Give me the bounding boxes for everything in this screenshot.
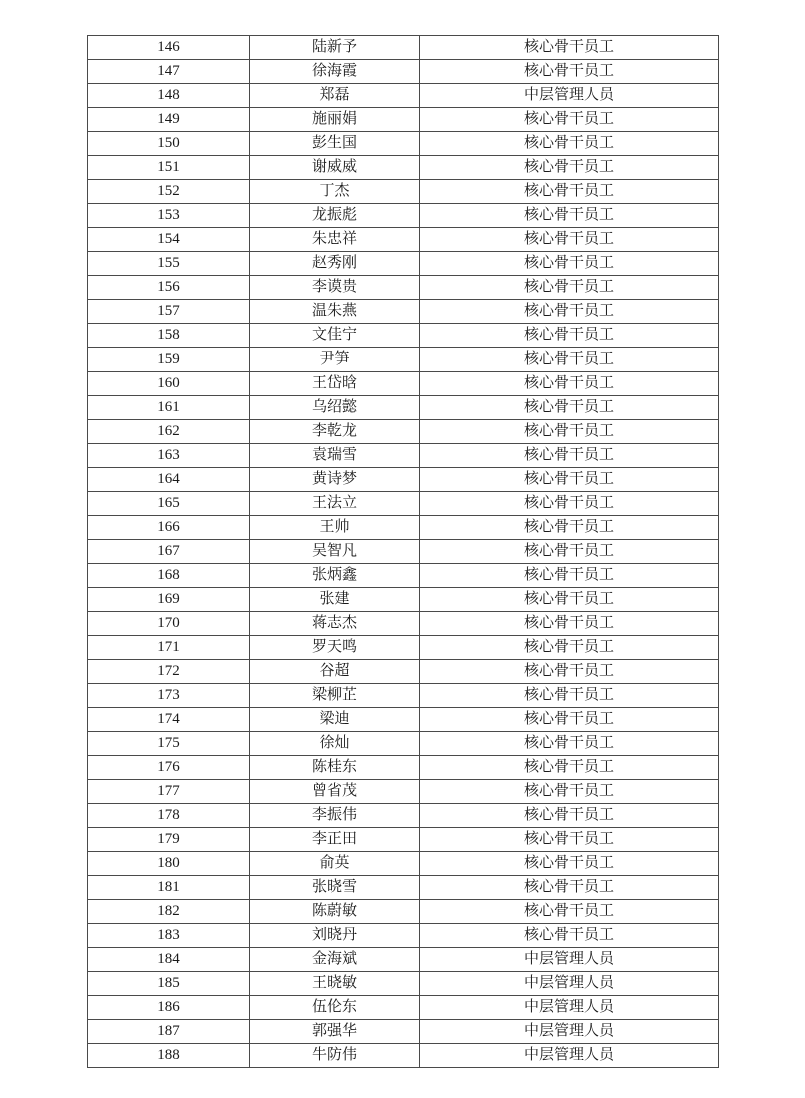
category-cell: 中层管理人员 <box>420 1020 719 1044</box>
row-number-cell: 157 <box>88 300 250 324</box>
row-number-cell: 166 <box>88 516 250 540</box>
category-cell: 核心骨干员工 <box>420 300 719 324</box>
row-number-cell: 155 <box>88 252 250 276</box>
row-number-cell: 185 <box>88 972 250 996</box>
table-row <box>88 276 719 300</box>
table-row <box>88 84 719 108</box>
name-cell: 梁迪 <box>250 708 420 732</box>
row-number-cell: 176 <box>88 756 250 780</box>
category-cell: 核心骨干员工 <box>420 156 719 180</box>
category-cell: 核心骨干员工 <box>420 492 719 516</box>
row-number-cell: 146 <box>88 36 250 60</box>
row-number-cell: 175 <box>88 732 250 756</box>
row-number-cell: 172 <box>88 660 250 684</box>
table-row <box>88 300 719 324</box>
category-cell: 核心骨干员工 <box>420 468 719 492</box>
table-row <box>88 732 719 756</box>
name-cell: 徐海霞 <box>250 60 420 84</box>
name-cell: 施丽娟 <box>250 108 420 132</box>
row-number-cell: 180 <box>88 852 250 876</box>
name-cell: 黄诗梦 <box>250 468 420 492</box>
table-row <box>88 684 719 708</box>
row-number-cell: 162 <box>88 420 250 444</box>
row-number-cell: 173 <box>88 684 250 708</box>
name-cell: 徐灿 <box>250 732 420 756</box>
row-number-cell: 184 <box>88 948 250 972</box>
category-cell: 核心骨干员工 <box>420 420 719 444</box>
name-cell: 文佳宁 <box>250 324 420 348</box>
category-cell: 核心骨干员工 <box>420 900 719 924</box>
table-row <box>88 228 719 252</box>
name-cell: 尹笋 <box>250 348 420 372</box>
category-cell: 中层管理人员 <box>420 996 719 1020</box>
category-cell: 核心骨干员工 <box>420 660 719 684</box>
table-row <box>88 108 719 132</box>
category-cell: 核心骨干员工 <box>420 684 719 708</box>
row-number-cell: 151 <box>88 156 250 180</box>
table-row <box>88 660 719 684</box>
name-cell: 赵秀刚 <box>250 252 420 276</box>
row-number-cell: 147 <box>88 60 250 84</box>
row-number-cell: 178 <box>88 804 250 828</box>
name-cell: 郑磊 <box>250 84 420 108</box>
category-cell: 核心骨干员工 <box>420 252 719 276</box>
category-cell: 中层管理人员 <box>420 948 719 972</box>
table-row <box>88 564 719 588</box>
row-number-cell: 186 <box>88 996 250 1020</box>
category-cell: 核心骨干员工 <box>420 444 719 468</box>
name-cell: 陈蔚敏 <box>250 900 420 924</box>
category-cell: 核心骨干员工 <box>420 564 719 588</box>
category-cell: 核心骨干员工 <box>420 540 719 564</box>
row-number-cell: 164 <box>88 468 250 492</box>
category-cell: 核心骨干员工 <box>420 756 719 780</box>
category-cell: 核心骨干员工 <box>420 780 719 804</box>
row-number-cell: 168 <box>88 564 250 588</box>
table-row <box>88 876 719 900</box>
row-number-cell: 161 <box>88 396 250 420</box>
name-cell: 朱忠祥 <box>250 228 420 252</box>
table-row <box>88 948 719 972</box>
category-cell: 核心骨干员工 <box>420 828 719 852</box>
row-number-cell: 163 <box>88 444 250 468</box>
category-cell: 中层管理人员 <box>420 972 719 996</box>
name-cell: 金海斌 <box>250 948 420 972</box>
table-row <box>88 588 719 612</box>
category-cell: 核心骨干员工 <box>420 372 719 396</box>
row-number-cell: 158 <box>88 324 250 348</box>
row-number-cell: 154 <box>88 228 250 252</box>
name-cell: 王法立 <box>250 492 420 516</box>
row-number-cell: 171 <box>88 636 250 660</box>
name-cell: 牛防伟 <box>250 1044 420 1068</box>
table-body <box>88 36 719 1068</box>
category-cell: 核心骨干员工 <box>420 180 719 204</box>
row-number-cell: 170 <box>88 612 250 636</box>
table-row <box>88 372 719 396</box>
table-row <box>88 636 719 660</box>
row-number-cell: 188 <box>88 1044 250 1068</box>
category-cell: 核心骨干员工 <box>420 636 719 660</box>
table-row <box>88 420 719 444</box>
table-row <box>88 204 719 228</box>
row-number-cell: 174 <box>88 708 250 732</box>
category-cell: 核心骨干员工 <box>420 708 719 732</box>
name-cell: 张炳鑫 <box>250 564 420 588</box>
table-row <box>88 132 719 156</box>
name-cell: 郭强华 <box>250 1020 420 1044</box>
row-number-cell: 150 <box>88 132 250 156</box>
row-number-cell: 159 <box>88 348 250 372</box>
table-row <box>88 756 719 780</box>
category-cell: 核心骨干员工 <box>420 36 719 60</box>
row-number-cell: 169 <box>88 588 250 612</box>
name-cell: 谢威威 <box>250 156 420 180</box>
table-row <box>88 468 719 492</box>
table-row <box>88 900 719 924</box>
name-cell: 梁柳芷 <box>250 684 420 708</box>
table-row <box>88 36 719 60</box>
table-row <box>88 804 719 828</box>
row-number-cell: 152 <box>88 180 250 204</box>
category-cell: 中层管理人员 <box>420 84 719 108</box>
name-cell: 乌绍懿 <box>250 396 420 420</box>
category-cell: 核心骨干员工 <box>420 348 719 372</box>
table-row <box>88 612 719 636</box>
table-row <box>88 324 719 348</box>
row-number-cell: 181 <box>88 876 250 900</box>
category-cell: 核心骨干员工 <box>420 108 719 132</box>
name-cell: 王帅 <box>250 516 420 540</box>
name-cell: 李振伟 <box>250 804 420 828</box>
row-number-cell: 149 <box>88 108 250 132</box>
table-row <box>88 180 719 204</box>
row-number-cell: 177 <box>88 780 250 804</box>
name-cell: 彭生国 <box>250 132 420 156</box>
personnel-table <box>87 35 719 1068</box>
category-cell: 核心骨干员工 <box>420 804 719 828</box>
row-number-cell: 160 <box>88 372 250 396</box>
table-row <box>88 492 719 516</box>
table-row <box>88 540 719 564</box>
name-cell: 陆新予 <box>250 36 420 60</box>
name-cell: 李乾龙 <box>250 420 420 444</box>
name-cell: 丁杰 <box>250 180 420 204</box>
row-number-cell: 156 <box>88 276 250 300</box>
table-row <box>88 924 719 948</box>
name-cell: 张晓雪 <box>250 876 420 900</box>
name-cell: 谷超 <box>250 660 420 684</box>
table-row <box>88 156 719 180</box>
name-cell: 张建 <box>250 588 420 612</box>
row-number-cell: 148 <box>88 84 250 108</box>
table-row <box>88 1044 719 1068</box>
row-number-cell: 153 <box>88 204 250 228</box>
table-row <box>88 996 719 1020</box>
name-cell: 刘晓丹 <box>250 924 420 948</box>
category-cell: 核心骨干员工 <box>420 228 719 252</box>
row-number-cell: 167 <box>88 540 250 564</box>
name-cell: 温朱燕 <box>250 300 420 324</box>
name-cell: 罗天鸣 <box>250 636 420 660</box>
category-cell: 核心骨干员工 <box>420 876 719 900</box>
name-cell: 袁瑞雪 <box>250 444 420 468</box>
row-number-cell: 183 <box>88 924 250 948</box>
row-number-cell: 179 <box>88 828 250 852</box>
category-cell: 核心骨干员工 <box>420 732 719 756</box>
table-row <box>88 348 719 372</box>
name-cell: 曾省茂 <box>250 780 420 804</box>
table-row <box>88 780 719 804</box>
name-cell: 伍伦东 <box>250 996 420 1020</box>
name-cell: 俞英 <box>250 852 420 876</box>
table-row <box>88 516 719 540</box>
table-row <box>88 828 719 852</box>
row-number-cell: 187 <box>88 1020 250 1044</box>
table-row <box>88 972 719 996</box>
category-cell: 核心骨干员工 <box>420 60 719 84</box>
category-cell: 核心骨干员工 <box>420 324 719 348</box>
category-cell: 中层管理人员 <box>420 1044 719 1068</box>
table-row <box>88 252 719 276</box>
name-cell: 李谟贵 <box>250 276 420 300</box>
table-row <box>88 1020 719 1044</box>
name-cell: 李正田 <box>250 828 420 852</box>
name-cell: 龙振彪 <box>250 204 420 228</box>
category-cell: 核心骨干员工 <box>420 396 719 420</box>
name-cell: 陈桂东 <box>250 756 420 780</box>
table-row <box>88 396 719 420</box>
table-row <box>88 444 719 468</box>
category-cell: 核心骨干员工 <box>420 132 719 156</box>
table-row <box>88 60 719 84</box>
name-cell: 吴智凡 <box>250 540 420 564</box>
category-cell: 核心骨干员工 <box>420 852 719 876</box>
category-cell: 核心骨干员工 <box>420 924 719 948</box>
category-cell: 核心骨干员工 <box>420 204 719 228</box>
row-number-cell: 182 <box>88 900 250 924</box>
category-cell: 核心骨干员工 <box>420 588 719 612</box>
category-cell: 核心骨干员工 <box>420 516 719 540</box>
name-cell: 王晓敏 <box>250 972 420 996</box>
table-row <box>88 852 719 876</box>
row-number-cell: 165 <box>88 492 250 516</box>
category-cell: 核心骨干员工 <box>420 612 719 636</box>
category-cell: 核心骨干员工 <box>420 276 719 300</box>
table-row <box>88 708 719 732</box>
name-cell: 蒋志杰 <box>250 612 420 636</box>
name-cell: 王岱晗 <box>250 372 420 396</box>
